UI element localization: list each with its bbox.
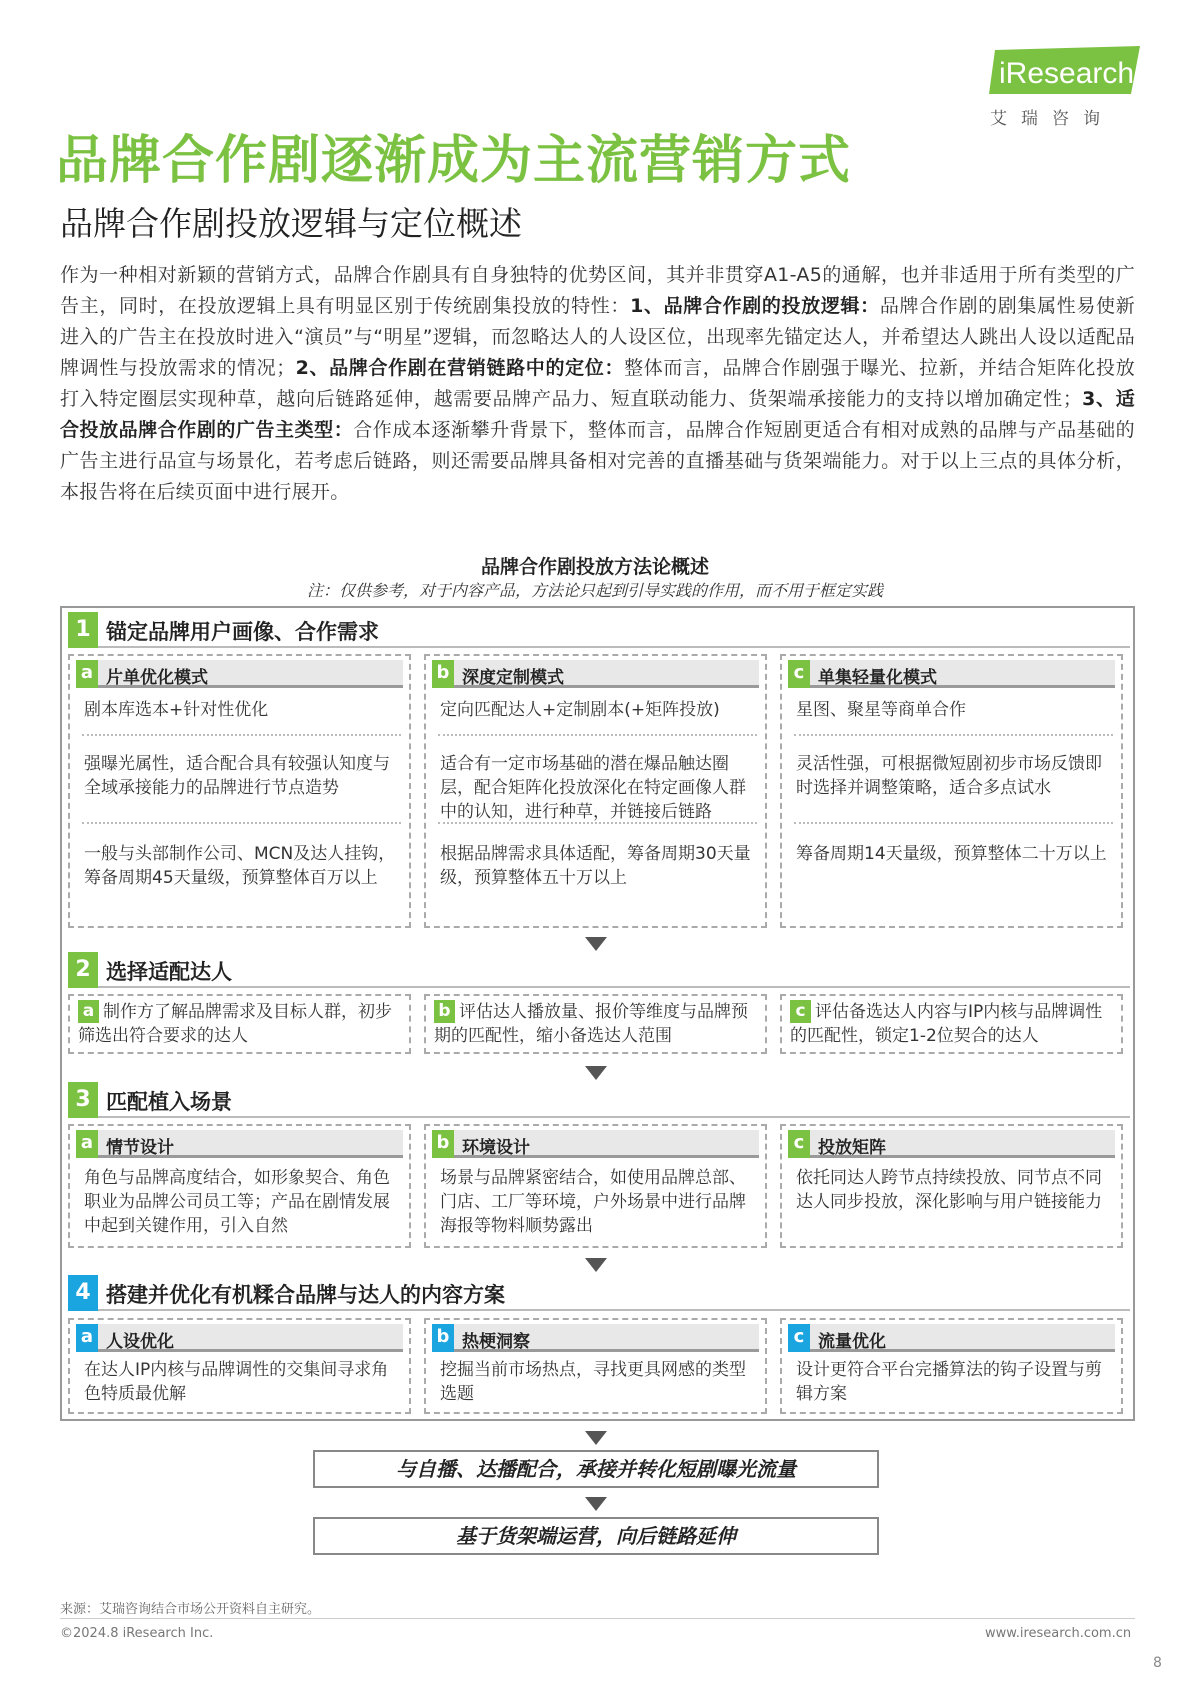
step-3-title: 匹配植入场景 — [106, 1090, 232, 1114]
step-2-c-text: c 评估备选达人内容与IP内核与品牌调性的匹配性，锁定1-2位契合的达人 — [790, 1001, 1103, 1046]
framework-title: 品牌合作剧投放方法论概述 — [480, 556, 709, 578]
col-b-label: 热梗洞察 — [462, 1332, 530, 1352]
col-c-row-3: 筹备周期14天量级，预算整体二十万以上 — [796, 844, 1107, 864]
step-4-col-b — [424, 1318, 767, 1414]
step-1-col-c — [780, 654, 1123, 928]
step-2-b-text: b 评估达人播放量、报价等维度与品牌预期的匹配性，缩小备选达人范围 — [434, 1001, 748, 1046]
step-4-header — [68, 1275, 1130, 1311]
col-b-label: 环境设计 — [462, 1138, 530, 1158]
step-2-col-b — [424, 994, 767, 1054]
letter-b-badge: b — [432, 660, 454, 688]
step-3-b-text: 场景与品牌紧密结合，如使用品牌总部、门店、工厂等环境，户外场景中进行品牌海报等物料顺势露出 — [440, 1168, 746, 1236]
step-4-b-text: 挖掘当前市场热点，寻找更具网感的类型选题 — [440, 1360, 746, 1404]
step-1-title: 锚定品牌用户画像、合作需求 — [106, 620, 379, 644]
col-a-label: 片单优化模式 — [106, 668, 208, 688]
col-b-row-1: 定向匹配达人+定制剧本(+矩阵投放) — [440, 700, 720, 720]
letter-a-badge: a — [78, 1000, 99, 1023]
down-arrow-icon — [585, 1258, 607, 1272]
page-subtitle: 品牌合作剧投放逻辑与定位概述 — [60, 204, 522, 243]
letter-b-badge: b — [432, 1324, 454, 1352]
step-3-col-c — [780, 1124, 1123, 1248]
down-arrow-icon — [585, 1497, 607, 1511]
step-2-title: 选择适配达人 — [106, 960, 232, 984]
step-1-number: 1 — [68, 612, 98, 648]
step-3-col-b — [424, 1124, 767, 1248]
step-1-col-b — [424, 654, 767, 928]
step-3-a-text: 角色与品牌高度结合，如形象契合、角色职业为品牌公司员工等；产品在剧情发展中起到关键作用，引入自然 — [84, 1168, 390, 1236]
intro-bold-2: 2、品牌合作剧在营销链路中的定位： — [295, 357, 625, 379]
iresearch-logo — [985, 46, 1145, 129]
step-4-c-text: 设计更符合平台完播算法的钩子设置与剪辑方案 — [796, 1360, 1102, 1404]
letter-b-badge: b — [432, 1130, 454, 1158]
footer-divider — [60, 1618, 1135, 1619]
col-c-label: 投放矩阵 — [818, 1138, 886, 1158]
intro-text-1: 作为一种相对新颖的营销方式，品牌合作剧具有自身独特的优势区间，其并非贯穿A1-A5的通解，也并非适用于所有类型的广告主，同时，在投放逻辑上具有明显区别于传统剧集投放的特性： — [60, 264, 1135, 317]
page-title: 品牌合作剧逐渐成为主流营销方式 — [56, 131, 852, 191]
col-b-row-3: 根据品牌需求具体适配，筹备周期30天量级，预算整体五十万以上 — [440, 844, 751, 888]
step-4-a-text: 在达人IP内核与品牌调性的交集间寻求角色特质最优解 — [84, 1360, 389, 1404]
step-3-col-a — [68, 1124, 411, 1248]
website-link[interactable]: www.iresearch.com.cn — [985, 1626, 1132, 1641]
page-number: 8 — [1153, 1655, 1162, 1671]
down-arrow-icon — [585, 1066, 607, 1080]
framework-note: 注：仅供参考，对于内容产品，方法论只起到引导实践的作用，而不用于框定实践 — [306, 581, 883, 600]
intro-paragraph — [60, 260, 1135, 508]
step-3-number: 3 — [68, 1082, 98, 1118]
col-a-row-2: 强曝光属性，适合配合具有较强认知度与全域承接能力的品牌进行节点造势 — [84, 754, 390, 798]
letter-a-badge: a — [76, 660, 98, 688]
intro-text-4: 合作成本逐渐攀升背景下，整体而言，品牌合作短剧更适合有相对成熟的品牌与产品基础的广告主进行品宣与场景化，若考虑后链路，则还需要品牌具备相对完善的直播基础与货架端能力。对于以上三点的具体分析，本报告将在后续页面中进行展开。 — [60, 419, 1135, 503]
step-1-col-a — [68, 654, 411, 928]
letter-a-badge: a — [76, 1324, 98, 1352]
step-3-c-text: 依托同达人跨节点持续投放、同节点不同达人同步投放，深化影响与用户链接能力 — [796, 1168, 1102, 1212]
col-c-row-2: 灵活性强，可根据微短剧初步市场反馈即时选择并调整策略，适合多点试水 — [796, 754, 1102, 798]
svg-text:iResearch: iResearch — [999, 57, 1135, 90]
step-4-title: 搭建并优化有机糅合品牌与达人的内容方案 — [106, 1283, 505, 1307]
logo-banner-icon — [985, 46, 1140, 96]
letter-c-badge: c — [788, 660, 810, 688]
step-2-col-a — [68, 994, 411, 1054]
step-3-header — [68, 1082, 1130, 1118]
letter-b-badge: b — [434, 1000, 455, 1023]
step-1-header — [68, 612, 1130, 648]
copyright: ©2024.8 iResearch Inc. — [60, 1626, 214, 1641]
letter-c-badge: c — [788, 1130, 810, 1158]
step-2-col-c — [780, 994, 1123, 1054]
logo-subtitle: 艾瑞咨询 — [990, 109, 1114, 129]
source-note: 来源：艾瑞咨询结合市场公开资料自主研究。 — [60, 1602, 321, 1617]
result-box-2: 基于货架端运营，向后链路延伸 — [313, 1517, 879, 1555]
result-box-1: 与自播、达播配合，承接并转化短剧曝光流量 — [313, 1450, 879, 1488]
intro-bold-3: 3、适合投放品牌合作剧的广告主类型： — [60, 388, 1136, 441]
col-a-row-1: 剧本库选本+针对性优化 — [84, 700, 269, 720]
col-c-label: 流量优化 — [818, 1332, 886, 1352]
letter-c-badge: c — [788, 1324, 810, 1352]
step-4-col-c — [780, 1318, 1123, 1414]
step-2-number: 2 — [68, 952, 98, 988]
col-b-row-2: 适合有一定市场基础的潜在爆品触达圈层，配合矩阵化投放深化在特定画像人群中的认知，进行种草，并链接后链路 — [440, 754, 746, 822]
step-2-a-text: a 制作方了解品牌需求及目标人群，初步筛选出符合要求的达人 — [78, 1001, 392, 1046]
down-arrow-icon — [585, 937, 607, 951]
letter-c-badge: c — [790, 1000, 811, 1023]
col-b-label: 深度定制模式 — [462, 668, 564, 688]
col-a-label: 人设优化 — [106, 1332, 174, 1352]
letter-a-badge: a — [76, 1130, 98, 1158]
col-c-label: 单集轻量化模式 — [818, 668, 937, 688]
intro-text-3: 整体而言，品牌合作剧强于曝光、拉新，并结合矩阵化投放打入特定圈层实现种草，越向后链路延伸，越需要品牌产品力、短直联动能力、货架端承接能力的支持以增加确定性； — [60, 357, 1135, 410]
intro-bold-1: 1、品牌合作剧的投放逻辑： — [630, 295, 880, 317]
col-a-label: 情节设计 — [106, 1138, 174, 1158]
col-c-row-1: 星图、聚星等商单合作 — [796, 700, 966, 720]
intro-text-2: 品牌合作剧的剧集属性易使新进入的广告主在投放时进入“演员”与“明星”逻辑，而忽略达人的人设区位，出现率先锚定达人，并希望达人跳出人设以适配品牌调性与投放需求的情况； — [60, 295, 1136, 379]
down-arrow-icon — [585, 1431, 607, 1445]
step-2-header — [68, 952, 1130, 988]
step-4-number: 4 — [68, 1275, 98, 1311]
step-4-col-a — [68, 1318, 411, 1414]
col-a-row-3: 一般与头部制作公司、MCN及达人挂钩，筹备周期45天量级，预算整体百万以上 — [84, 844, 396, 888]
